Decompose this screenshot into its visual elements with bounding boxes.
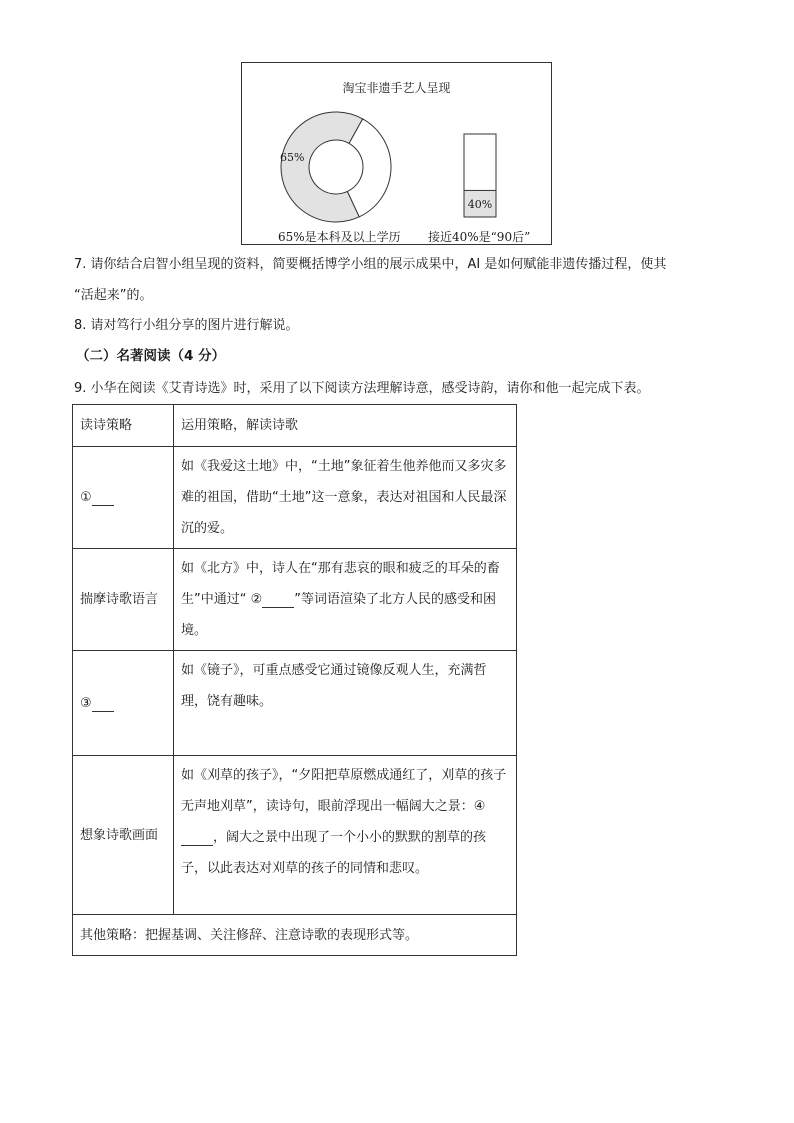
row-2-text-b: ”等词语渲染了北方人民的感受和困境。	[181, 592, 497, 638]
row-1-content: 如《我爱这土地》中，“土地”象征着生他养他而又多灾多难的祖国，借助“土地”这一意象，表达对祖国和人民最深沉的爱。	[174, 447, 517, 549]
donut-chart	[280, 112, 391, 222]
section-heading-classics: （二）名著阅读（4 分）	[76, 348, 226, 364]
table-footer-row	[73, 915, 517, 956]
blank-1-cell	[73, 447, 174, 549]
row-4-text-a: 如《刈草的孩子》，“夕阳把草原燃成通红了，刈草的孩子无声地刈草”，读诗句，眼前浮现出一幅阔大之景：④	[181, 768, 507, 814]
donut-caption: 65%是本科及以上学历	[278, 230, 401, 244]
percentage-bar	[464, 134, 496, 217]
table-row	[73, 651, 517, 756]
figure-graphics	[242, 63, 553, 246]
question-8: 8. 请对笃行小组分享的图片进行解说。	[74, 318, 299, 333]
infographic-figure	[241, 62, 552, 245]
question-7-line2: “活起来”的。	[74, 288, 153, 303]
row-2-text-a: 如《北方》中，诗人在“那有悲哀的眼和疲乏的耳朵的畜生”中通过“ ②	[181, 561, 500, 607]
blank-3-number: ③	[80, 695, 92, 711]
row-2-content	[174, 549, 517, 651]
other-strategies: 其他策略：把握基调、关注修辞、注意诗歌的表现形式等。	[73, 915, 517, 956]
blank-3-line[interactable]	[92, 697, 114, 712]
bar-caption: 接近40%是“90后”	[428, 230, 531, 244]
row-4-strategy: 想象诗歌画面	[73, 756, 174, 915]
question-9: 9. 小华在阅读《艾青诗选》时，采用了以下阅读方法理解诗意，感受诗韵，请你和他一起完成下表。	[74, 381, 650, 396]
table-row	[73, 756, 517, 915]
figure-title: 淘宝非遗手艺人呈现	[342, 81, 451, 95]
blank-2-line[interactable]	[262, 593, 294, 608]
blank-4-line[interactable]	[181, 831, 213, 846]
row-2-strategy: 揣摩诗歌语言	[73, 549, 174, 651]
reading-strategy-table	[72, 404, 517, 956]
donut-percent-label: 65%	[280, 151, 305, 164]
blank-1-number: ①	[80, 490, 92, 505]
table-row	[73, 549, 517, 651]
row-4-text-b: ，阔大之景中出现了一个小小的默默的割草的孩子，以此表达对刈草的孩子的同情和悲叹。	[181, 830, 487, 876]
donut-slice-empty	[347, 119, 391, 217]
question-7-line1: 7. 请你结合启智小组呈现的资料，简要概括博学小组的展示成果中，AI 是如何赋能非遗传播过程，使其	[74, 257, 667, 272]
table-header-row	[73, 405, 517, 447]
blank-3-cell	[73, 651, 174, 756]
bar-percent-label: 40%	[467, 198, 493, 211]
header-application: 运用策略，解读诗歌	[174, 405, 517, 447]
header-strategy: 读诗策略	[73, 405, 174, 447]
row-3-content: 如《镜子》，可重点感受它通过镜像反观人生，充满哲理，饶有趣味。	[174, 651, 517, 756]
blank-1-line[interactable]	[92, 491, 114, 506]
donut-slice-filled	[281, 112, 363, 222]
row-4-content	[174, 756, 517, 915]
table-row	[73, 447, 517, 549]
